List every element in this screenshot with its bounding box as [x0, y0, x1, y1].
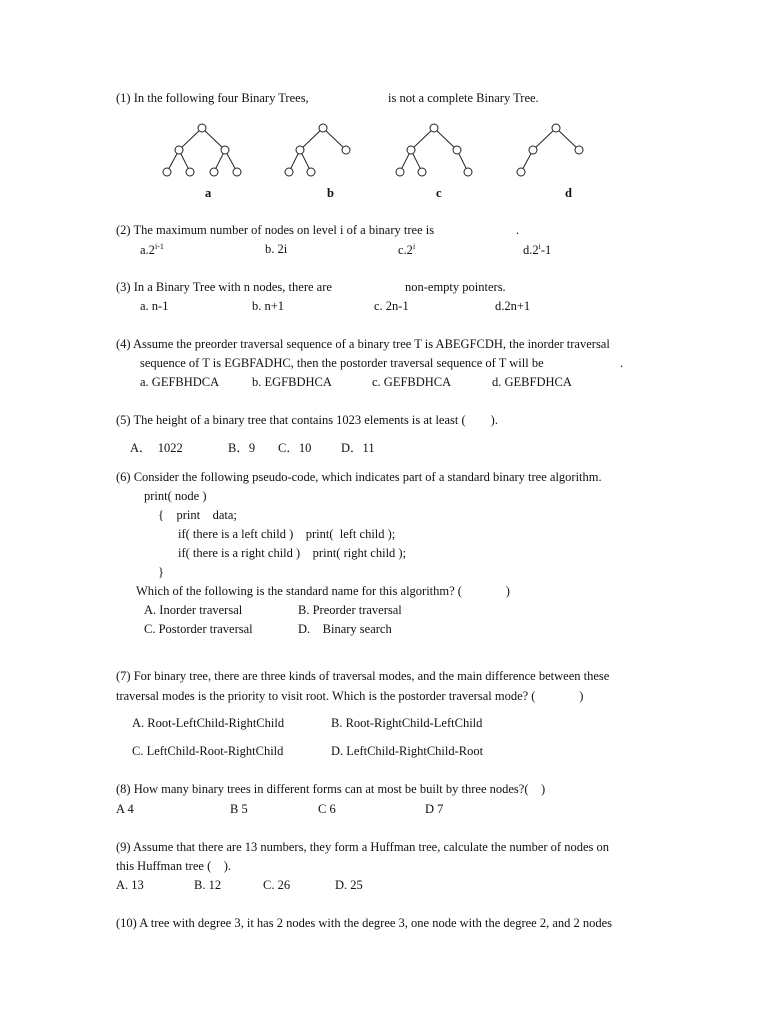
q6-code-line: { print data; — [158, 508, 237, 522]
q6-stem: (6) Consider the following pseudo-code, which indicates part of a standard binary tree algorithm. — [116, 470, 602, 484]
q9-option-a: A. 13 — [116, 878, 144, 892]
q2-stem: (2) The maximum number of nodes on level i of a binary tree is — [116, 223, 435, 237]
q5-option-b: B．9 — [228, 441, 256, 455]
q7-option-c: C. LeftChild-Root-RightChild — [132, 744, 284, 758]
q8-stem: (8) How many binary trees in different forms can at most be built by three nodes?( ) — [116, 782, 546, 796]
q6-code-line: if( there is a left child ) print( left child ); — [178, 527, 396, 541]
q9-option-b: B. 12 — [194, 878, 222, 892]
q9-line2: this Huffman tree ( ). — [116, 859, 232, 873]
q2-option-a: a.2$^{i-1}$ — [140, 242, 164, 258]
q6-option-d: D. Binary search — [298, 622, 392, 636]
q2-option-d: d.2$^i$-1 — [523, 242, 552, 258]
q6-option-c: C. Postorder traversal — [144, 622, 253, 636]
q3-option-c: c. 2n-1 — [374, 299, 409, 313]
q3-stem: (3) In a Binary Tree with n nodes, there are — [116, 280, 332, 294]
q3-stem-end: non-empty pointers. — [405, 280, 506, 294]
q1-stem-end: is not a complete Binary Tree. — [388, 91, 539, 105]
tree-label-a: a — [205, 186, 212, 200]
q4-option-a: a. GEFBHDCA — [140, 375, 220, 389]
tree-label-d: d — [565, 186, 572, 200]
q2-option-c: c.2$^i$ — [398, 242, 416, 258]
q8-option-a: A 4 — [116, 802, 134, 816]
q6-option-b: B. Preorder traversal — [298, 603, 402, 617]
q8-option-c: C 6 — [318, 802, 336, 816]
q4-line2: sequence of T is EGBFADHC, then the postorder traversal sequence of T will be — [140, 356, 544, 370]
q7-line2: traversal modes is the priority to visit root. Which is the postorder traversal mode? ( ) — [116, 689, 584, 703]
q5-option-c: C．10 — [278, 441, 312, 455]
q6-option-a: A. Inorder traversal — [144, 603, 243, 617]
q9-line1: (9) Assume that there are 13 numbers, they form a Huffman tree, calculate the number of nodes on — [116, 840, 610, 854]
q6-question: Which of the following is the standard name for this algorithm? ( ) — [136, 584, 510, 598]
q8-option-d: D 7 — [425, 802, 444, 816]
q4-option-c: c. GEFBDHCA — [372, 375, 452, 389]
q4-option-b: b. EGFBDHCA — [252, 375, 332, 389]
q3-option-b: b. n+1 — [252, 299, 285, 313]
q7-option-b: B. Root-RightChild-LeftChild — [331, 716, 483, 730]
tree-b — [285, 124, 350, 176]
q6-code-line: } — [158, 565, 164, 579]
q5-stem: (5) The height of a binary tree that contains 1023 elements is at least ( ). — [116, 413, 498, 427]
q4-option-d: d. GEBFDHCA — [492, 375, 572, 389]
q5-option-d: D．11 — [341, 441, 375, 455]
q7-option-a: A. Root-LeftChild-RightChild — [132, 716, 285, 730]
q10-line1: (10) A tree with degree 3, it has 2 nodes with the degree 3, one node with the degree 2, and 2 nodes — [116, 916, 613, 930]
q3-option-a: a. n-1 — [140, 299, 169, 313]
q3-option-d: d.2n+1 — [495, 299, 531, 313]
tree-c — [396, 124, 472, 176]
q4-line1: (4) Assume the preorder traversal sequence of a binary tree T is ABEGFCDH, the inorder traversal — [116, 337, 610, 351]
q9-option-d: D. 25 — [335, 878, 363, 892]
q7-line1: (7) For binary tree, there are three kinds of traversal modes, and the main difference between these — [116, 669, 610, 683]
q8-option-b: B 5 — [230, 802, 248, 816]
q2-stem-end: . — [516, 223, 520, 237]
q1-stem: (1) In the following four Binary Trees, — [116, 91, 309, 105]
q9-option-c: C. 26 — [263, 878, 291, 892]
q6-code-line: print( node ) — [144, 489, 207, 503]
q7-option-d: D. LeftChild-RightChild-Root — [331, 744, 484, 758]
q2-option-b: b. 2i — [265, 242, 288, 256]
tree-label-c: c — [436, 186, 442, 200]
q4-line2-end: . — [620, 356, 624, 370]
q5-option-a: A． 1022 — [130, 441, 183, 455]
tree-a — [163, 124, 241, 176]
q6-code-line: if( there is a right child ) print( right child ); — [178, 546, 407, 560]
tree-label-b: b — [327, 186, 334, 200]
tree-d — [517, 124, 583, 176]
